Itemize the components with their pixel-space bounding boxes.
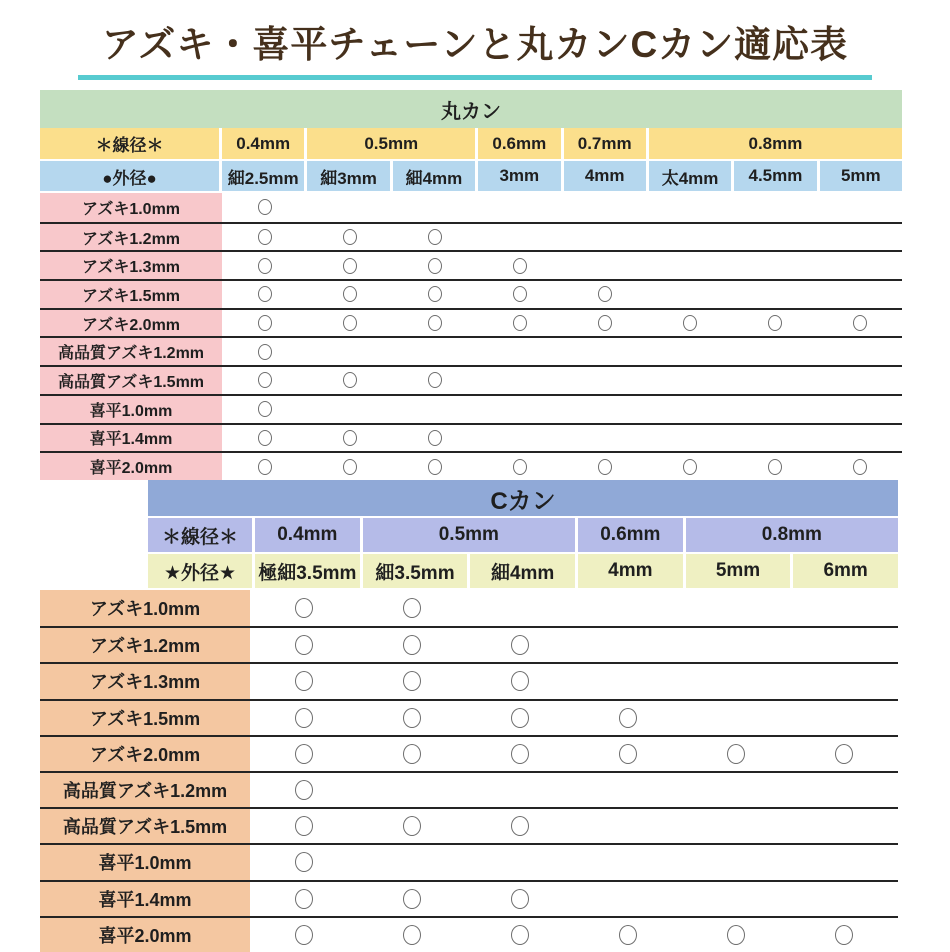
compatible-cell — [222, 193, 307, 222]
compatible-cell — [250, 845, 358, 879]
table-row — [40, 880, 898, 916]
compatibility-circle-mark — [853, 315, 867, 331]
chain-type-label: 高品質アズキ1.2mm — [40, 773, 250, 807]
empty-cell — [647, 396, 732, 423]
compatible-cell — [222, 281, 307, 308]
empty-cell — [817, 193, 902, 222]
chain-type-label: 喜平2.0mm — [40, 453, 222, 480]
outer-size-cell: 3mm — [478, 161, 560, 191]
compatible-cell — [307, 224, 392, 251]
compatible-cell — [307, 425, 392, 452]
empty-cell — [562, 252, 647, 279]
compatibility-circle-mark — [428, 459, 442, 475]
compatible-cell — [682, 918, 790, 952]
compatibility-circle-mark — [403, 925, 421, 945]
empty-cell — [732, 338, 817, 365]
empty-cell — [574, 590, 682, 626]
empty-cell — [574, 664, 682, 698]
compatibility-circle-mark — [258, 229, 272, 245]
compatibility-circle-mark — [343, 459, 357, 475]
chain-type-label: アズキ1.3mm — [40, 252, 222, 279]
compatible-cell — [358, 882, 466, 916]
compatible-cell — [358, 590, 466, 626]
empty-cell — [647, 252, 732, 279]
outer-size-cell: 細2.5mm — [222, 161, 304, 191]
compatibility-circle-mark — [258, 459, 272, 475]
compatibility-circle-mark — [428, 286, 442, 302]
marukan-table — [40, 90, 902, 480]
outer-diameter-label: ●外径● — [40, 161, 219, 191]
empty-cell — [682, 628, 790, 662]
wire-size-cell: 0.4mm — [255, 518, 360, 552]
outer-size-cell: 細3.5mm — [363, 554, 468, 588]
compatibility-circle-mark — [295, 635, 313, 655]
compatible-cell — [307, 252, 392, 279]
empty-cell — [790, 773, 898, 807]
empty-cell — [307, 338, 392, 365]
wire-size-cell: 0.8mm — [686, 518, 898, 552]
empty-cell — [682, 882, 790, 916]
compatible-cell — [477, 453, 562, 480]
compatible-cell — [250, 773, 358, 807]
compatibility-circle-mark — [598, 459, 612, 475]
table-row — [40, 771, 898, 807]
table-row — [40, 279, 902, 308]
compatibility-circle-mark — [343, 315, 357, 331]
compatibility-circle-mark — [513, 459, 527, 475]
compatibility-circle-mark — [428, 372, 442, 388]
empty-cell — [817, 367, 902, 394]
empty-cell — [562, 193, 647, 222]
compatible-cell — [562, 281, 647, 308]
empty-cell — [574, 773, 682, 807]
outer-size-cell: 4mm — [578, 554, 683, 588]
chain-type-label: アズキ1.3mm — [40, 664, 250, 698]
empty-cell — [477, 367, 562, 394]
table-row — [40, 699, 898, 735]
compatibility-circle-mark — [258, 258, 272, 274]
empty-cell — [392, 193, 477, 222]
empty-cell — [790, 628, 898, 662]
compatibility-circle-mark — [683, 459, 697, 475]
empty-cell — [574, 809, 682, 843]
compatible-cell — [574, 701, 682, 735]
chain-type-label: アズキ2.0mm — [40, 737, 250, 771]
empty-cell — [477, 425, 562, 452]
compatible-cell — [466, 664, 574, 698]
empty-cell — [790, 701, 898, 735]
compatibility-circle-mark — [258, 344, 272, 360]
compatible-cell — [392, 224, 477, 251]
ckan-wire-diameter-row — [148, 518, 898, 552]
empty-cell — [647, 367, 732, 394]
empty-cell — [817, 396, 902, 423]
empty-cell — [647, 425, 732, 452]
table-row — [40, 250, 902, 279]
table-row — [40, 735, 898, 771]
compatible-cell — [222, 396, 307, 423]
compatible-cell — [732, 310, 817, 337]
empty-cell — [466, 590, 574, 626]
compatibility-circle-mark — [428, 258, 442, 274]
marukan-wire-diameter-row — [40, 128, 902, 159]
compatible-cell — [392, 453, 477, 480]
compatibility-circle-mark — [511, 635, 529, 655]
compatibility-circle-mark — [511, 889, 529, 909]
compatible-cell — [222, 224, 307, 251]
empty-cell — [647, 338, 732, 365]
wire-size-cell: 0.4mm — [222, 128, 304, 159]
compatibility-circle-mark — [683, 315, 697, 331]
wire-diameter-label: ＊線径＊ — [148, 518, 252, 552]
compatible-cell — [250, 737, 358, 771]
compatible-cell — [222, 252, 307, 279]
empty-cell — [732, 224, 817, 251]
wire-size-cell: 0.6mm — [478, 128, 560, 159]
compatibility-circle-mark — [768, 459, 782, 475]
chain-type-label: 高品質アズキ1.5mm — [40, 367, 222, 394]
table-row — [40, 451, 902, 480]
empty-cell — [732, 193, 817, 222]
compatible-cell — [647, 453, 732, 480]
empty-cell — [817, 281, 902, 308]
compatible-cell — [466, 701, 574, 735]
marukan-rows — [40, 193, 902, 480]
compatibility-circle-mark — [513, 315, 527, 331]
compatible-cell — [466, 809, 574, 843]
compatibility-circle-mark — [428, 430, 442, 446]
compatibility-circle-mark — [295, 852, 313, 872]
ckan-table — [40, 480, 898, 952]
empty-cell — [732, 281, 817, 308]
compatible-cell — [477, 281, 562, 308]
outer-size-cell: 4.5mm — [734, 161, 816, 191]
outer-size-cell: 5mm — [820, 161, 902, 191]
compatible-cell — [358, 701, 466, 735]
compatible-cell — [682, 737, 790, 771]
table-row — [40, 916, 898, 952]
chain-type-label: 喜平1.0mm — [40, 845, 250, 879]
compatibility-circle-mark — [511, 816, 529, 836]
table-row — [40, 807, 898, 843]
empty-cell — [732, 367, 817, 394]
compatible-cell — [358, 918, 466, 952]
marukan-table-title: 丸カン — [40, 90, 902, 128]
compatible-cell — [250, 918, 358, 952]
marukan-outer-diameter-row — [40, 161, 902, 191]
compatibility-circle-mark — [295, 889, 313, 909]
compatibility-circle-mark — [727, 925, 745, 945]
chain-type-label: アズキ1.5mm — [40, 701, 250, 735]
empty-cell — [682, 590, 790, 626]
chain-type-label: アズキ1.2mm — [40, 628, 250, 662]
compatible-cell — [358, 628, 466, 662]
table-row — [40, 394, 902, 423]
compatible-cell — [307, 367, 392, 394]
compatible-cell — [466, 737, 574, 771]
compatibility-circle-mark — [295, 744, 313, 764]
empty-cell — [466, 845, 574, 879]
compatible-cell — [358, 664, 466, 698]
compatibility-circle-mark — [295, 780, 313, 800]
compatibility-circle-mark — [511, 671, 529, 691]
empty-cell — [732, 252, 817, 279]
empty-cell — [682, 773, 790, 807]
compatible-cell — [250, 628, 358, 662]
empty-cell — [574, 628, 682, 662]
compatibility-circle-mark — [403, 635, 421, 655]
wire-size-cell: 0.6mm — [578, 518, 683, 552]
wire-size-cell: 0.5mm — [307, 128, 475, 159]
compatibility-circle-mark — [403, 816, 421, 836]
compatible-cell — [562, 310, 647, 337]
compatibility-circle-mark — [403, 708, 421, 728]
empty-cell — [358, 845, 466, 879]
compatible-cell — [574, 918, 682, 952]
chain-type-label: 喜平1.4mm — [40, 425, 222, 452]
compatibility-circle-mark — [258, 199, 272, 215]
compatible-cell — [477, 310, 562, 337]
ckan-rows — [40, 590, 898, 952]
compatible-cell — [477, 252, 562, 279]
compatibility-circle-mark — [619, 925, 637, 945]
compatible-cell — [392, 252, 477, 279]
page-title-wrap — [0, 14, 950, 80]
compatibility-circle-mark — [598, 286, 612, 302]
wire-size-cell: 0.5mm — [363, 518, 575, 552]
empty-cell — [574, 882, 682, 916]
empty-cell — [790, 882, 898, 916]
chain-type-label: 喜平2.0mm — [40, 918, 250, 952]
compatibility-circle-mark — [343, 372, 357, 388]
table-row — [40, 365, 902, 394]
chain-type-label: アズキ1.0mm — [40, 590, 250, 626]
empty-cell — [477, 396, 562, 423]
empty-cell — [790, 809, 898, 843]
chain-type-label: アズキ1.0mm — [40, 193, 222, 222]
table-row — [40, 423, 902, 452]
compatible-cell — [817, 453, 902, 480]
compatibility-circle-mark — [403, 598, 421, 618]
outer-size-cell: 細4mm — [470, 554, 575, 588]
table-row — [40, 590, 898, 626]
compatible-cell — [307, 310, 392, 337]
empty-cell — [562, 396, 647, 423]
compatible-cell — [647, 310, 732, 337]
table-row — [40, 626, 898, 662]
compatibility-circle-mark — [295, 598, 313, 618]
compatible-cell — [250, 664, 358, 698]
compatibility-circle-mark — [403, 671, 421, 691]
table-row — [40, 222, 902, 251]
compatible-cell — [392, 425, 477, 452]
chain-type-label: 喜平1.4mm — [40, 882, 250, 916]
empty-cell — [647, 281, 732, 308]
empty-cell — [682, 845, 790, 879]
compatibility-circle-mark — [258, 315, 272, 331]
compatible-cell — [392, 281, 477, 308]
outer-size-cell: 5mm — [686, 554, 791, 588]
page-title: アズキ・喜平チェーンと丸カンCカン適応表 — [78, 14, 872, 80]
empty-cell — [817, 338, 902, 365]
empty-cell — [682, 701, 790, 735]
empty-cell — [817, 252, 902, 279]
empty-cell — [732, 396, 817, 423]
compatibility-circle-mark — [295, 816, 313, 836]
empty-cell — [647, 224, 732, 251]
table-row — [40, 336, 902, 365]
empty-cell — [477, 193, 562, 222]
compatible-cell — [790, 737, 898, 771]
compatibility-circle-mark — [513, 258, 527, 274]
empty-cell — [790, 590, 898, 626]
compatibility-circle-mark — [258, 286, 272, 302]
compatible-cell — [307, 453, 392, 480]
empty-cell — [477, 224, 562, 251]
compatibility-circle-mark — [343, 430, 357, 446]
chain-type-label: 喜平1.0mm — [40, 396, 222, 423]
compatible-cell — [250, 882, 358, 916]
empty-cell — [732, 425, 817, 452]
compatibility-circle-mark — [853, 459, 867, 475]
compatible-cell — [392, 310, 477, 337]
compatibility-circle-mark — [343, 286, 357, 302]
compatible-cell — [466, 882, 574, 916]
empty-cell — [477, 338, 562, 365]
compatible-cell — [358, 737, 466, 771]
wire-diameter-label: ＊線径＊ — [40, 128, 219, 159]
outer-size-cell: 6mm — [793, 554, 898, 588]
empty-cell — [562, 224, 647, 251]
chain-type-label: アズキ2.0mm — [40, 310, 222, 337]
empty-cell — [562, 338, 647, 365]
outer-diameter-label: ★外径★ — [148, 554, 252, 588]
empty-cell — [574, 845, 682, 879]
compatibility-circle-mark — [403, 889, 421, 909]
compatibility-circle-mark — [428, 315, 442, 331]
compatibility-circle-mark — [258, 372, 272, 388]
compatible-cell — [222, 338, 307, 365]
empty-cell — [307, 193, 392, 222]
table-row — [40, 662, 898, 698]
compatible-cell — [817, 310, 902, 337]
compatible-cell — [732, 453, 817, 480]
compatibility-circle-mark — [258, 430, 272, 446]
compatibility-circle-mark — [511, 744, 529, 764]
outer-size-cell: 細3mm — [307, 161, 389, 191]
compatibility-circle-mark — [835, 744, 853, 764]
chain-type-label: アズキ1.2mm — [40, 224, 222, 251]
compatibility-circle-mark — [619, 708, 637, 728]
compatible-cell — [250, 701, 358, 735]
compatible-cell — [562, 453, 647, 480]
empty-cell — [392, 396, 477, 423]
compatibility-circle-mark — [343, 258, 357, 274]
compatibility-circle-mark — [295, 708, 313, 728]
compatibility-circle-mark — [511, 708, 529, 728]
compatibility-circle-mark — [619, 744, 637, 764]
wire-size-cell: 0.7mm — [564, 128, 646, 159]
compatible-cell — [222, 453, 307, 480]
outer-size-cell: 4mm — [564, 161, 646, 191]
compatible-cell — [222, 367, 307, 394]
chain-type-label: アズキ1.5mm — [40, 281, 222, 308]
empty-cell — [562, 367, 647, 394]
empty-cell — [307, 396, 392, 423]
compatible-cell — [790, 918, 898, 952]
empty-cell — [817, 425, 902, 452]
compatible-cell — [358, 809, 466, 843]
compatibility-circle-mark — [768, 315, 782, 331]
table-row — [40, 193, 902, 222]
compatibility-circle-mark — [258, 401, 272, 417]
compatibility-circle-mark — [403, 744, 421, 764]
table-row — [40, 308, 902, 337]
empty-cell — [790, 845, 898, 879]
empty-cell — [817, 224, 902, 251]
compatibility-circle-mark — [295, 671, 313, 691]
compatible-cell — [250, 590, 358, 626]
compatible-cell — [222, 425, 307, 452]
chain-type-label: 高品質アズキ1.5mm — [40, 809, 250, 843]
outer-size-cell: 細4mm — [393, 161, 475, 191]
compatible-cell — [222, 310, 307, 337]
compatibility-circle-mark — [295, 925, 313, 945]
ckan-table-title: Cカン — [148, 480, 898, 516]
compatible-cell — [466, 918, 574, 952]
outer-size-cell: 極細3.5mm — [255, 554, 360, 588]
wire-size-cell: 0.8mm — [649, 128, 902, 159]
compatible-cell — [307, 281, 392, 308]
empty-cell — [647, 193, 732, 222]
compatibility-circle-mark — [598, 315, 612, 331]
ckan-outer-diameter-row — [148, 554, 898, 588]
empty-cell — [392, 338, 477, 365]
compatibility-circle-mark — [727, 744, 745, 764]
empty-cell — [358, 773, 466, 807]
compatible-cell — [392, 367, 477, 394]
compatible-cell — [250, 809, 358, 843]
compatibility-circle-mark — [428, 229, 442, 245]
empty-cell — [682, 664, 790, 698]
empty-cell — [790, 664, 898, 698]
compatibility-circle-mark — [835, 925, 853, 945]
chain-type-label: 高品質アズキ1.2mm — [40, 338, 222, 365]
table-row — [40, 843, 898, 879]
empty-cell — [562, 425, 647, 452]
outer-size-cell: 太4mm — [649, 161, 731, 191]
compatible-cell — [574, 737, 682, 771]
empty-cell — [466, 773, 574, 807]
compatibility-circle-mark — [511, 925, 529, 945]
compatible-cell — [466, 628, 574, 662]
compatibility-circle-mark — [513, 286, 527, 302]
compatibility-circle-mark — [343, 229, 357, 245]
empty-cell — [682, 809, 790, 843]
